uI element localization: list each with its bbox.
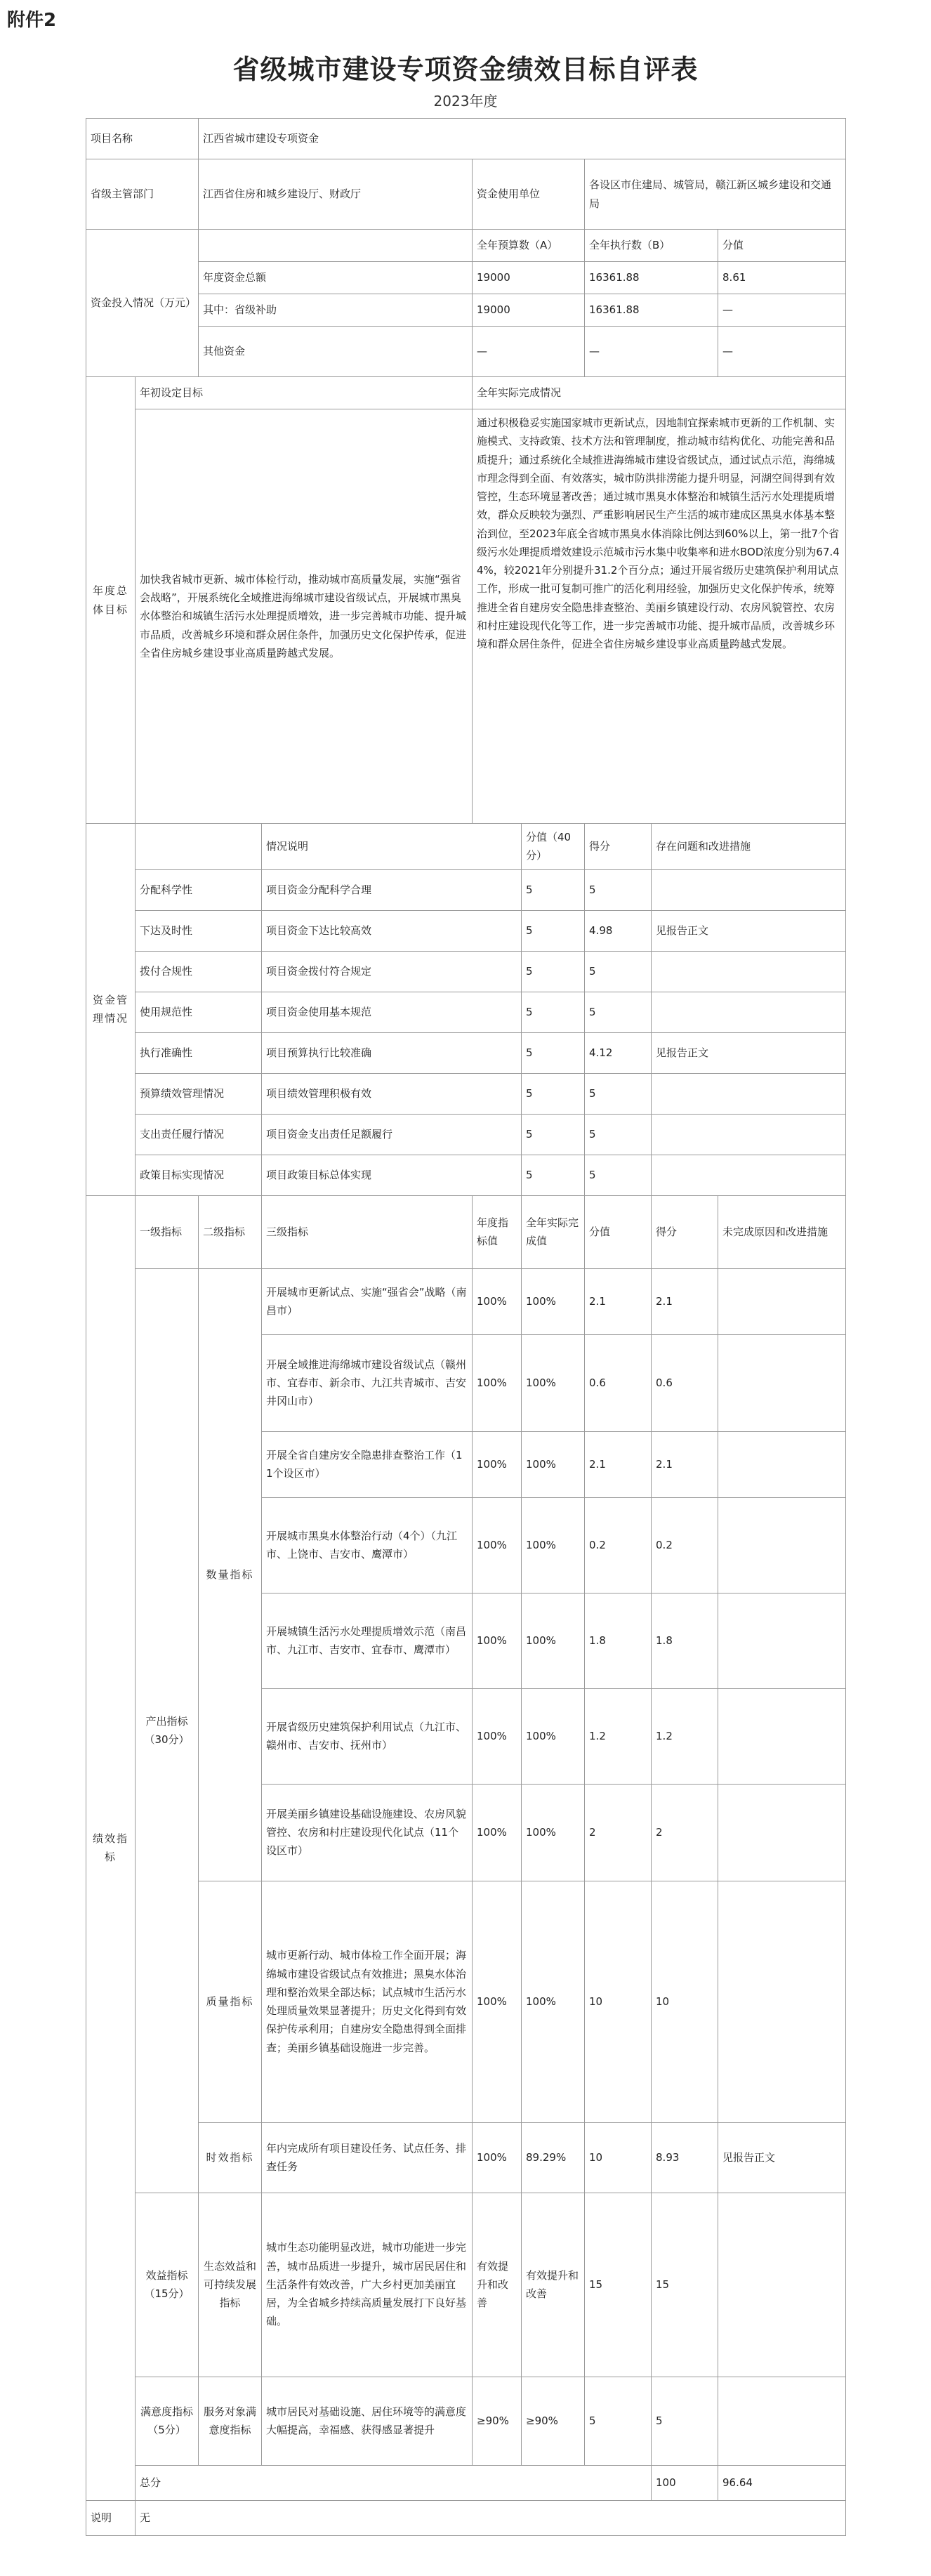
satisfaction-got: 5 [652, 2377, 718, 2465]
satisfaction-row [86, 2377, 846, 2465]
benefit-got: 15 [652, 2193, 718, 2377]
quantity-desc: 开展全域推进海绵城市建设省级试点（赣州市、宜春市、新余市、九江共青城市、吉安井冈山市） [262, 1334, 473, 1431]
project-name-value: 江西省城市建设专项资金 [199, 119, 846, 159]
perf-head-score: 分值 [585, 1195, 652, 1268]
perf-head-target: 年度指标值 [473, 1195, 522, 1268]
quantity-got: 2 [652, 1784, 718, 1881]
benefit-indicator-label: 效益指标（15分） [136, 2193, 199, 2377]
mgmt-row-score: 5 [522, 992, 585, 1032]
mgmt-row-name: 拨付合规性 [136, 951, 262, 992]
dept-value: 江西省住房和城乡建设厅、财政厅 [199, 159, 473, 230]
mgmt-row-name: 分配科学性 [136, 869, 262, 910]
quantity-target: 100% [473, 1784, 522, 1881]
funds-row-provincial [86, 294, 846, 327]
mgmt-row-desc: 项目资金拨付符合规定 [262, 951, 522, 992]
quality-score: 10 [585, 1881, 652, 2122]
funds-head-budget: 全年预算数（A） [473, 230, 585, 262]
mgmt-row-got: 5 [585, 1155, 652, 1195]
mgmt-row [86, 1114, 846, 1155]
satisfaction-sub-label: 服务对象满意度指标 [199, 2377, 262, 2465]
funds-row-name: 年度资金总额 [199, 262, 473, 294]
mgmt-row-note [652, 869, 846, 910]
quantity-note [718, 1268, 846, 1334]
satisfaction-target: ≥90% [473, 2377, 522, 2465]
mgmt-row-got: 5 [585, 869, 652, 910]
total-got: 96.64 [718, 2465, 846, 2500]
satisfaction-desc: 城市居民对基础设施、居住环境等的满意度大幅提高，幸福感、获得感显著提升 [262, 2377, 473, 2465]
funds-row-name: 其他资金 [199, 327, 473, 377]
mgmt-row-got: 5 [585, 951, 652, 992]
timely-indicator-label: 时效指标 [199, 2122, 262, 2193]
mgmt-row [86, 1073, 846, 1114]
year-subtitle: 2023年度 [433, 93, 498, 110]
perf-head-l1: 一级指标 [136, 1195, 199, 1268]
mgmt-row-name: 使用规范性 [136, 992, 262, 1032]
quality-note [718, 1881, 846, 2122]
quantity-desc: 开展省级历史建筑保护利用试点（九江市、赣州市、吉安市、抚州市） [262, 1688, 473, 1784]
remark-label: 说明 [86, 2500, 136, 2535]
remark-value: 无 [136, 2500, 846, 2535]
quantity-note [718, 1334, 846, 1431]
funds-cell: 16361.88 [585, 262, 718, 294]
funds-cell: 19000 [473, 262, 585, 294]
quality-indicator-label: 质量指标 [199, 1881, 262, 2122]
quantity-score: 1.8 [585, 1593, 652, 1688]
mgmt-row-score: 5 [522, 1114, 585, 1155]
mgmt-row-note: 见报告正文 [652, 1032, 846, 1073]
mgmt-head-score: 分值（40分） [522, 824, 585, 870]
quantity-note [718, 1497, 846, 1593]
mgmt-row-desc: 项目资金分配科学合理 [262, 869, 522, 910]
mgmt-row-name: 预算绩效管理情况 [136, 1073, 262, 1114]
timely-actual: 89.29% [522, 2122, 585, 2193]
mgmt-row-name: 下达及时性 [136, 910, 262, 951]
funds-cell: — [585, 327, 718, 377]
benefit-note [718, 2193, 846, 2377]
quantity-got: 0.2 [652, 1497, 718, 1593]
timely-note: 见报告正文 [718, 2122, 846, 2193]
mgmt-row-note [652, 992, 846, 1032]
perf-head-l3: 三级指标 [262, 1195, 473, 1268]
mgmt-row-name: 支出责任履行情况 [136, 1114, 262, 1155]
quantity-indicator-label: 数量指标 [199, 1268, 262, 1881]
quantity-note [718, 1784, 846, 1881]
quantity-desc: 开展全省自建房安全隐患排查整治工作（11个设区市） [262, 1431, 473, 1497]
quantity-got: 0.6 [652, 1334, 718, 1431]
annual-label: 年度总体目标 [86, 377, 136, 824]
quantity-actual: 100% [522, 1268, 585, 1334]
quality-target: 100% [473, 1881, 522, 2122]
satisfaction-indicator-label: 满意度指标（5分） [136, 2377, 199, 2465]
total-row [86, 2465, 846, 2500]
quantity-desc: 开展城市更新试点、实施“强省会”战略（南昌市） [262, 1268, 473, 1334]
timely-score: 10 [585, 2122, 652, 2193]
mgmt-row-score: 5 [522, 1032, 585, 1073]
attachment-label: 附件2 [7, 10, 57, 31]
project-name-label: 项目名称 [86, 119, 199, 159]
quantity-actual: 100% [522, 1784, 585, 1881]
mgmt-row-got: 5 [585, 1073, 652, 1114]
mgmt-row-desc: 项目资金支出责任足额履行 [262, 1114, 522, 1155]
total-score: 100 [652, 2465, 718, 2500]
quality-row [86, 1881, 846, 2122]
benefit-actual: 有效提升和改善 [522, 2193, 585, 2377]
funds-head-score: 分值 [718, 230, 846, 262]
mgmt-row-got: 5 [585, 1114, 652, 1155]
quality-actual: 100% [522, 1881, 585, 2122]
mgmt-row-desc: 项目资金使用基本规范 [262, 992, 522, 1032]
quality-got: 10 [652, 1881, 718, 2122]
page-title: 省级城市建设专项资金绩效目标自评表 [232, 54, 699, 85]
mgmt-row [86, 1155, 846, 1195]
perf-head-got: 得分 [652, 1195, 718, 1268]
mgmt-row-note [652, 1073, 846, 1114]
quantity-got: 2.1 [652, 1431, 718, 1497]
mgmt-row-desc: 项目绩效管理积极有效 [262, 1073, 522, 1114]
benefit-row [86, 2193, 846, 2377]
perf-head-actual: 全年实际完成值 [522, 1195, 585, 1268]
quantity-actual: 100% [522, 1497, 585, 1593]
quantity-score: 0.6 [585, 1334, 652, 1431]
quantity-score: 0.2 [585, 1497, 652, 1593]
funds-row-total [86, 262, 846, 294]
satisfaction-actual: ≥90% [522, 2377, 585, 2465]
funds-cell: 19000 [473, 294, 585, 327]
quantity-desc: 开展美丽乡镇建设基础设施建设、农房风貌管控、农房和村庄建设现代化试点（11个设区市） [262, 1784, 473, 1881]
quantity-target: 100% [473, 1268, 522, 1334]
mgmt-head-issue: 存在问题和改进措施 [652, 824, 846, 870]
funds-cell: 16361.88 [585, 294, 718, 327]
annual-actual-head: 全年实际完成情况 [473, 377, 846, 409]
satisfaction-note [718, 2377, 846, 2465]
quality-desc: 城市更新行动、城市体检工作全面开展；海绵城市建设省级试点有效推进；黑臭水体治理和整治效果全部达标；试点城市生活污水处理质量效果显著提升；历史文化得到有效保护传承利用；自建房安全隐患得到全面排查；美丽乡镇基础设施进一步完善。 [262, 1881, 473, 2122]
mgmt-row [86, 951, 846, 992]
quantity-desc: 开展城镇生活污水处理提质增效示范（南昌市、九江市、吉安市、宜春市、鹰潭市） [262, 1593, 473, 1688]
quantity-desc: 开展城市黑臭水体整治行动（4个）（九江市、上饶市、吉安市、鹰潭市） [262, 1497, 473, 1593]
mgmt-row-score: 5 [522, 951, 585, 992]
mgmt-row-got: 4.98 [585, 910, 652, 951]
quantity-got: 1.8 [652, 1593, 718, 1688]
timely-row [86, 2122, 846, 2193]
benefit-sub-label: 生态效益和可持续发展指标 [199, 2193, 262, 2377]
mgmt-row-desc: 项目政策目标总体实现 [262, 1155, 522, 1195]
quantity-note [718, 1688, 846, 1784]
annual-plan-head: 年初设定目标 [136, 377, 473, 409]
perf-label: 绩效指标 [86, 1195, 136, 2500]
funds-cell: — [473, 327, 585, 377]
mgmt-head-desc: 情况说明 [262, 824, 522, 870]
funds-row-other [86, 327, 846, 377]
funds-cell: 8.61 [718, 262, 846, 294]
funds-label: 资金投入情况（万元） [86, 230, 199, 377]
quantity-got: 2.1 [652, 1268, 718, 1334]
remark-row [86, 2500, 846, 2535]
perf-head-l2: 二级指标 [199, 1195, 262, 1268]
evaluation-table [86, 118, 846, 2536]
quantity-note [718, 1431, 846, 1497]
dept-label: 省级主管部门 [86, 159, 199, 230]
timely-got: 8.93 [652, 2122, 718, 2193]
timely-target: 100% [473, 2122, 522, 2193]
quantity-actual: 100% [522, 1593, 585, 1688]
quantity-score: 1.2 [585, 1688, 652, 1784]
total-label: 总分 [136, 2465, 652, 2500]
mgmt-head-got: 得分 [585, 824, 652, 870]
quantity-note [718, 1593, 846, 1688]
unit-value: 各设区市住建局、城管局，赣江新区城乡建设和交通局 [585, 159, 846, 230]
mgmt-row-note [652, 1114, 846, 1155]
mgmt-empty-head [136, 824, 262, 870]
quantity-target: 100% [473, 1334, 522, 1431]
mgmt-row-got: 4.12 [585, 1032, 652, 1073]
mgmt-row-score: 5 [522, 1073, 585, 1114]
satisfaction-score: 5 [585, 2377, 652, 2465]
mgmt-row-note [652, 951, 846, 992]
output-indicator-label: 产出指标（30分） [136, 1268, 199, 2193]
quantity-target: 100% [473, 1497, 522, 1593]
quantity-score: 2 [585, 1784, 652, 1881]
mgmt-label: 资金管理情况 [86, 824, 136, 1196]
mgmt-row-score: 5 [522, 910, 585, 951]
benefit-target: 有效提升和改善 [473, 2193, 522, 2377]
quantity-score: 2.1 [585, 1268, 652, 1334]
mgmt-row-note [652, 1155, 846, 1195]
mgmt-row-note: 见报告正文 [652, 910, 846, 951]
mgmt-row-score: 5 [522, 1155, 585, 1195]
annual-actual-text: 通过积极稳妥实施国家城市更新试点，因地制宜探索城市更新的工作机制、实施模式、支持政策、技术方法和管理制度，推动城市结构优化、功能完善和品质提升；通过系统化全域推进海绵城市建设省级试点，通过试点示范，海绵城市理念得到全面、有效落实，城市防洪排涝能力提升明显，河湖空间得到有效管控，生态环境显著改善；通过城市黑臭水体整治和城镇生活污水处理提质增效，群众反映较为强烈、严重影响居民生产生活的城市建成区黑臭水体基本整治到位，至2023年底全省城市黑臭水体消除比例达到60%以上，第一批7个省级污水处理提质增效建设示范城市污水集中收集率和进水BOD浓度分别为67.44%，较2021年分别提升31.2个百分点；通过开展省级历史建筑保护利用试点工作，形成一批可复制可推广的活化利用经验，加强历史文化保护传承，统筹推进全省自建房安全隐患排查整治、美丽乡镇建设行动、农房风貌管控、农房和村庄建设现代化等工作，进一步完善城市功能、提升城市品质，改善城乡环境和群众居住条件，促进全省住房城乡建设事业高质量跨越式发展。 [473, 409, 846, 824]
mgmt-row [86, 869, 846, 910]
quantity-got: 1.2 [652, 1688, 718, 1784]
mgmt-row-desc: 项目预算执行比较准确 [262, 1032, 522, 1073]
mgmt-row [86, 992, 846, 1032]
mgmt-row [86, 910, 846, 951]
quantity-actual: 100% [522, 1431, 585, 1497]
quantity-actual: 100% [522, 1334, 585, 1431]
benefit-desc: 城市生态功能明显改进，城市功能进一步完善，城市品质进一步提升，城市居民居住和生活条件有效改善，广大乡村更加美丽宜居，为全省城乡持续高质量发展打下良好基础。 [262, 2193, 473, 2377]
quantity-target: 100% [473, 1593, 522, 1688]
perf-head-reason: 未完成原因和改进措施 [718, 1195, 846, 1268]
mgmt-row [86, 1032, 846, 1073]
funds-empty-head [199, 230, 473, 262]
quantity-score: 2.1 [585, 1431, 652, 1497]
funds-cell: — [718, 327, 846, 377]
quantity-target: 100% [473, 1431, 522, 1497]
mgmt-row-score: 5 [522, 869, 585, 910]
funds-cell: — [718, 294, 846, 327]
quantity-actual: 100% [522, 1688, 585, 1784]
quantity-row [86, 1268, 846, 1334]
mgmt-row-got: 5 [585, 992, 652, 1032]
unit-label: 资金使用单位 [473, 159, 585, 230]
mgmt-row-name: 执行准确性 [136, 1032, 262, 1073]
timely-desc: 年内完成所有项目建设任务、试点任务、排查任务 [262, 2122, 473, 2193]
funds-row-name: 其中：省级补助 [199, 294, 473, 327]
mgmt-row-name: 政策目标实现情况 [136, 1155, 262, 1195]
mgmt-row-desc: 项目资金下达比较高效 [262, 910, 522, 951]
benefit-score: 15 [585, 2193, 652, 2377]
funds-head-exec: 全年执行数（B） [585, 230, 718, 262]
annual-plan-text: 加快我省城市更新、城市体检行动，推动城市高质量发展，实施“强省会战略”，开展系统化全域推进海绵城市建设省级试点，开展城市黑臭水体整治和城镇生活污水处理提质增效，进一步完善城市功能、提升城市品质，改善城乡环境和群众居住条件，加强历史文化保护传承，促进全省住房城乡建设事业高质量跨越式发展。 [136, 409, 473, 824]
quantity-target: 100% [473, 1688, 522, 1784]
